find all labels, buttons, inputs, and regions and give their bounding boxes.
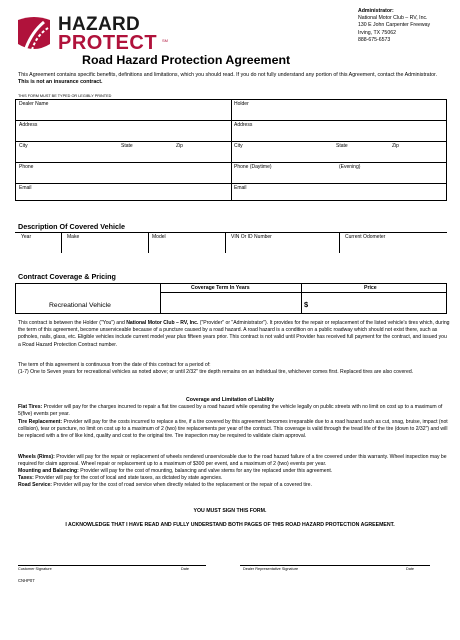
holder-phone-evening-field[interactable]: (Evening) [339,164,361,170]
dealer-date-label: Date [406,567,415,571]
tire-replacement-text: Provider will pay for the costs incurred to replace a tire, if a tire covered by this agreement becomes irreparable due to a road hazard such as cut, snag, bruise, impact (not collision), tear or puncture, no limit on cost up to a maximum of 2 (two) tire replacements per year of the contract. This coverage is valid through the tread life of the tire (down to 2/32") and will be replaced with a tire of like kind, quality and cost to the original tire. Tire inspection may be required to validate claim approval. [18,419,448,440]
logo-word-hazard: HAZARD [58,14,141,35]
taxes-text: Provider will pay for the cost of local and state taxes, as dictated by state agencies. [35,475,223,481]
logo-word-protect: PROTECT [58,32,158,54]
service-mark: SM [162,38,168,43]
administrator-line: Irving, TX 75062 [358,29,396,36]
vehicle-vin-field[interactable]: VIN Or ID Number [231,234,272,240]
vehicle-model-field[interactable]: Model [152,234,166,240]
coverage-liability-heading: Coverage and Limitation of Liability [186,397,274,403]
holder-city-field[interactable]: City [234,143,243,149]
administrator-line: National Motor Club – RV, Inc. [358,15,428,22]
administrator-block [358,8,430,44]
must-sign-notice: YOU MUST SIGN THIS FORM. [193,508,267,514]
dealer-signature-label: Dealer Representative Signature [243,567,299,571]
flat-tires-paragraph [18,404,450,418]
holder-state-field[interactable]: State [336,143,348,149]
tire-replacement-paragraph [18,419,450,441]
tire-replacement-label: Tire Replacement: [18,419,63,425]
wheels-paragraph [18,454,450,468]
vehicle-section-title: Description Of Covered Vehicle [18,222,126,231]
dealer-name-field[interactable]: Dealer Name [19,101,49,107]
customer-signature-label: Customer Signature [18,567,52,571]
term-paragraph: The term of this agreement is continuous from the date of this contract for a period of: [18,362,211,368]
dealer-state-field[interactable]: State [121,143,133,149]
vehicle-year-field[interactable]: Year [21,234,32,240]
customer-date-label: Date [181,567,190,571]
dealer-zip-field[interactable]: Zip [176,143,183,149]
dealer-city-field[interactable]: City [19,143,28,149]
vehicle-make-field[interactable]: Make [67,234,80,240]
intro-text: This Agreement contains specific benefits, definitions and limitations, which you should read. If you do not fully understand any portion of this Agreement, contact the Administrator. [18,72,437,78]
form-code: CNHP07 [18,578,35,583]
vehicle-form [15,232,447,253]
administrator-line: 888-675-6573 [358,36,391,43]
road-swoosh-icon [14,14,54,54]
intro-bold: This is not an insurance contract. [18,79,103,86]
coverage-table [15,283,447,314]
coverage-section-title: Contract Coverage & Pricing [18,272,116,281]
holder-email-field[interactable]: Email [234,185,247,191]
coverage-term-label: Coverage Term In Years [191,285,250,291]
wheels-label: Wheels (Rims): [18,454,55,460]
flat-tires-text: Provider will pay for the charges incurred to repair a flat tire caused by a road hazard while operating the vehicle legally on public streets with no limit on cost up to a maximum of 5(five) events per year. [18,404,443,418]
term-detail-paragraph: (1-7) One to Seven years for recreational vehicles as noted above; or until 2/32" tire depth remains on an individual tire, whichever comes first. Replaced tires are also covered. [18,369,414,375]
vehicle-type-value: Recreational Vehicle [49,302,111,309]
flat-tires-label: Flat Tires: [18,404,43,410]
intro-paragraph [18,72,448,86]
dealer-phone-field[interactable]: Phone [19,164,34,170]
contract-text-a: This contract is between the Holder ("You") and [18,320,125,326]
holder-address-field[interactable]: Address [234,122,253,128]
price-label: Price [364,285,377,291]
mounting-text: Provider will pay for the cost of mounting, balancing and valve stems for any tire replaced under this agreement. [80,468,333,474]
contract-paragraph [18,320,450,349]
holder-phone-day-field[interactable]: Phone (Daytime) [234,164,272,170]
dealer-email-field[interactable]: Email [19,185,32,191]
dealer-address-field[interactable]: Address [19,122,38,128]
mounting-label: Mounting and Balancing: [18,468,79,474]
holder-field[interactable]: Holder [234,101,249,107]
customer-signature-line[interactable] [18,565,206,566]
holder-zip-field[interactable]: Zip [392,143,399,149]
vehicle-odometer-field[interactable]: Current Odometer [345,234,386,240]
administrator-line: 130 E John Carpenter Freeway [358,22,431,29]
contract-text-c: ("Provider" or "Administrator"). It provides for the repair or replacement of the listed vehicle's tires which, during the term of this agreement, become unserviceable because of a puncture caused by a road hazard. A road hazard is a condition on a public roadway which should not exist there, such as potholes, nails, glass, etc. Eligible vehicles include current model year plus fifteen years prior. This contract is not valid until Provider has received full payment for the contract, and issued you a Road Hazard Protection Contract number. [18,320,450,348]
road-service-text: Provider will pay for the cost of road service when directly related to the replacement or the repair of a covered tire. [53,482,312,488]
form-note: THIS FORM MUST BE TYPED OR LEGIBLY PRINTED [18,94,112,98]
road-service-label: Road Service: [18,482,52,488]
wheels-text: Provider will pay for the repair or replacement of wheels rendered unserviceable due to the road hazard failure of a tire covered under this warranty. Wheel inspection may be required for claim approval. Wheel repair or replacement up to a maximum of $300 per event, and a maximum of 2 (two) events per year. [18,454,447,468]
road-service-paragraph [18,482,450,489]
page-title: Road Hazard Protection Agreement [82,53,291,67]
administrator-label: Administrator: [358,8,394,14]
taxes-label: Taxes: [18,475,34,481]
hazard-protect-logo [14,8,174,54]
acknowledgement-statement: I ACKNOWLEDGE THAT I HAVE READ AND FULLY UNDERSTAND BOTH PAGES OF THIS ROAD HAZARD PROTECTION AGREEMENT. [65,522,395,528]
provider-name: National Motor Club – RV, Inc. [126,320,199,326]
price-field[interactable]: $ [304,300,309,309]
dealer-signature-line[interactable] [240,565,430,566]
parties-form [15,99,447,201]
